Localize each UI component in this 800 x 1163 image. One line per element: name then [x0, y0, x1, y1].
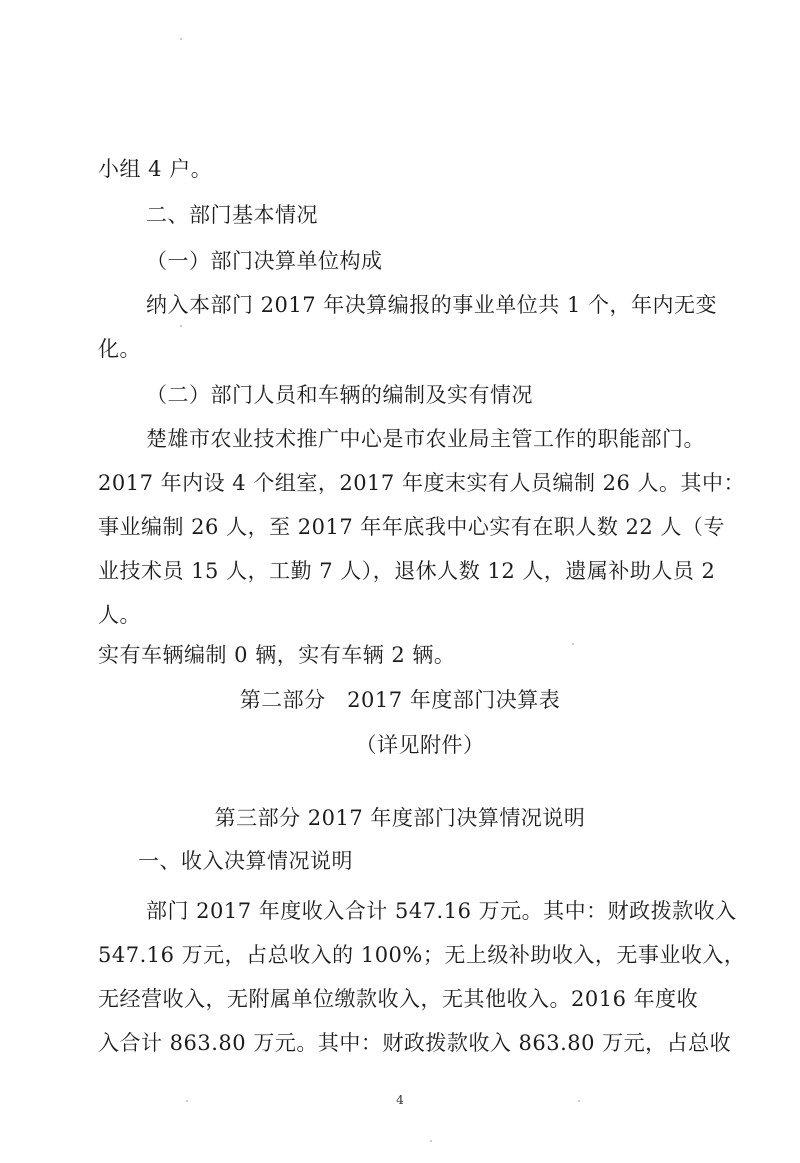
page-number: 4	[396, 1093, 404, 1107]
subsection-heading: （二）部门人员和车辆的编制及实有情况	[146, 383, 533, 407]
paragraph-line: 实有车辆编制 0 辆，实有车辆 2 辆。	[98, 643, 456, 667]
paragraph-line: 事业编制 26 人，至 2017 年年底我中心实有在职人数 22 人（专	[98, 515, 725, 539]
scan-speck	[430, 1140, 432, 1142]
attachment-note: （详见附件）	[355, 733, 485, 757]
part-three-title: 第三部分 2017 年度部门决算情况说明	[214, 806, 586, 830]
section-heading: 二、部门基本情况	[146, 203, 318, 227]
part-two-title: 第二部分 2017 年度部门决算表	[239, 688, 561, 712]
paragraph-line: 无经营收入，无附属单位缴款收入，无其他收入。2016 年度收	[98, 987, 699, 1011]
section-heading: 一、收入决算情况说明	[138, 849, 353, 873]
scan-speck	[180, 38, 182, 40]
paragraph-line: 547.16 万元，占总收入的 100%；无上级补助收入，无事业收入，	[98, 943, 746, 967]
paragraph-line: 部门 2017 年度收入合计 547.16 万元。其中：财政拨款收入	[146, 899, 737, 923]
paragraph-line: 人。	[98, 603, 141, 627]
subsection-heading: （一）部门决算单位构成	[146, 249, 383, 273]
paragraph-line: 2017 年内设 4 个组室，2017 年度末实有人员编制 26 人。其中：	[98, 471, 746, 495]
paragraph-line: 化。	[98, 337, 141, 361]
scan-speck	[578, 1100, 580, 1102]
scan-speck	[572, 643, 574, 645]
scan-speck	[180, 325, 182, 327]
scan-speck	[186, 1100, 188, 1102]
paragraph-line: 纳入本部门 2017 年决算编报的事业单位共 1 个，年内无变	[146, 293, 718, 317]
text-line: 小组 4 户。	[98, 157, 213, 181]
paragraph-line: 业技术员 15 人，工勤 7 人），退休人数 12 人，遗属补助人员 2	[98, 559, 716, 583]
paragraph-line: 入合计 863.80 万元。其中：财政拨款收入 863.80 万元，占总收	[98, 1031, 732, 1055]
paragraph-line: 楚雄市农业技术推广中心是市农业局主管工作的职能部门。	[146, 427, 705, 451]
